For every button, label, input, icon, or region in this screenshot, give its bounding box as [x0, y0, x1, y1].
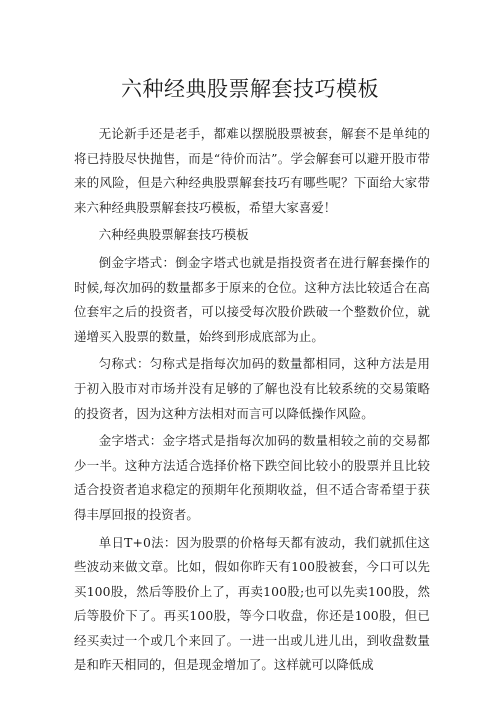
paragraph-inverted-pyramid: 倒金字塔式：倒金字塔式也就是指投资者在进行解套操作的时候,每次加码的数量都多于原来的仓位。这种方法比较适合在高位套牢之后的投资者，可以接受每次股价跌破一个整数价位，就递增买入股票的数量，始终到形成底部为止。	[74, 254, 430, 344]
document-title: 六种经典股票解套技巧模板	[121, 77, 379, 101]
section-subheading: 六种经典股票解套技巧模板	[98, 227, 249, 243]
paragraph-uniform: 匀称式：匀称式是指每次加码的数量都相同，这种方法是用于初入股市对市场并没有足够的了解也没有比较系统的交易策略的投资者，因为这种方法相对而言可以降低操作风险。	[74, 356, 430, 421]
paragraph-t0-method: 单日T+0法：因为股票的价格每天都有波动，我们就抓住这些波动来做文章。比如，假如你昨天有100股被套，今口可以先买100股，然后等股价上了，再卖100股;也可以先卖100股，然后等股价下了。再买100股，等今口收盘，你还是100股，但已经买卖过一个或几个来回了。一进一出或儿进儿出，到收盘数量是和昨天相同的，但是现金增加了。这样就可以降低成	[74, 534, 430, 673]
intro-paragraph: 无论新手还是老手，都难以摆脱股票被套，解套不是单纯的将已持股尽快抛售，而是“待价而沽”。学会解套可以避开股市带来的风险，但是六种经典股票解套技巧有哪些呢？下面给大家带来六种经典股票解套技巧模板，希望大家喜爱！	[74, 126, 430, 215]
document-body	[74, 122, 430, 681]
paragraph-pyramid: 金字塔式：金字塔式是指每次加码的数量相较之前的交易都少一半。这种方法适合选择价格下跌空间比较小的股票并且比较适合投资者追求稳定的预期年化预期收益，但不适合寄希望于获得丰厚回报的投资者。	[74, 433, 430, 522]
